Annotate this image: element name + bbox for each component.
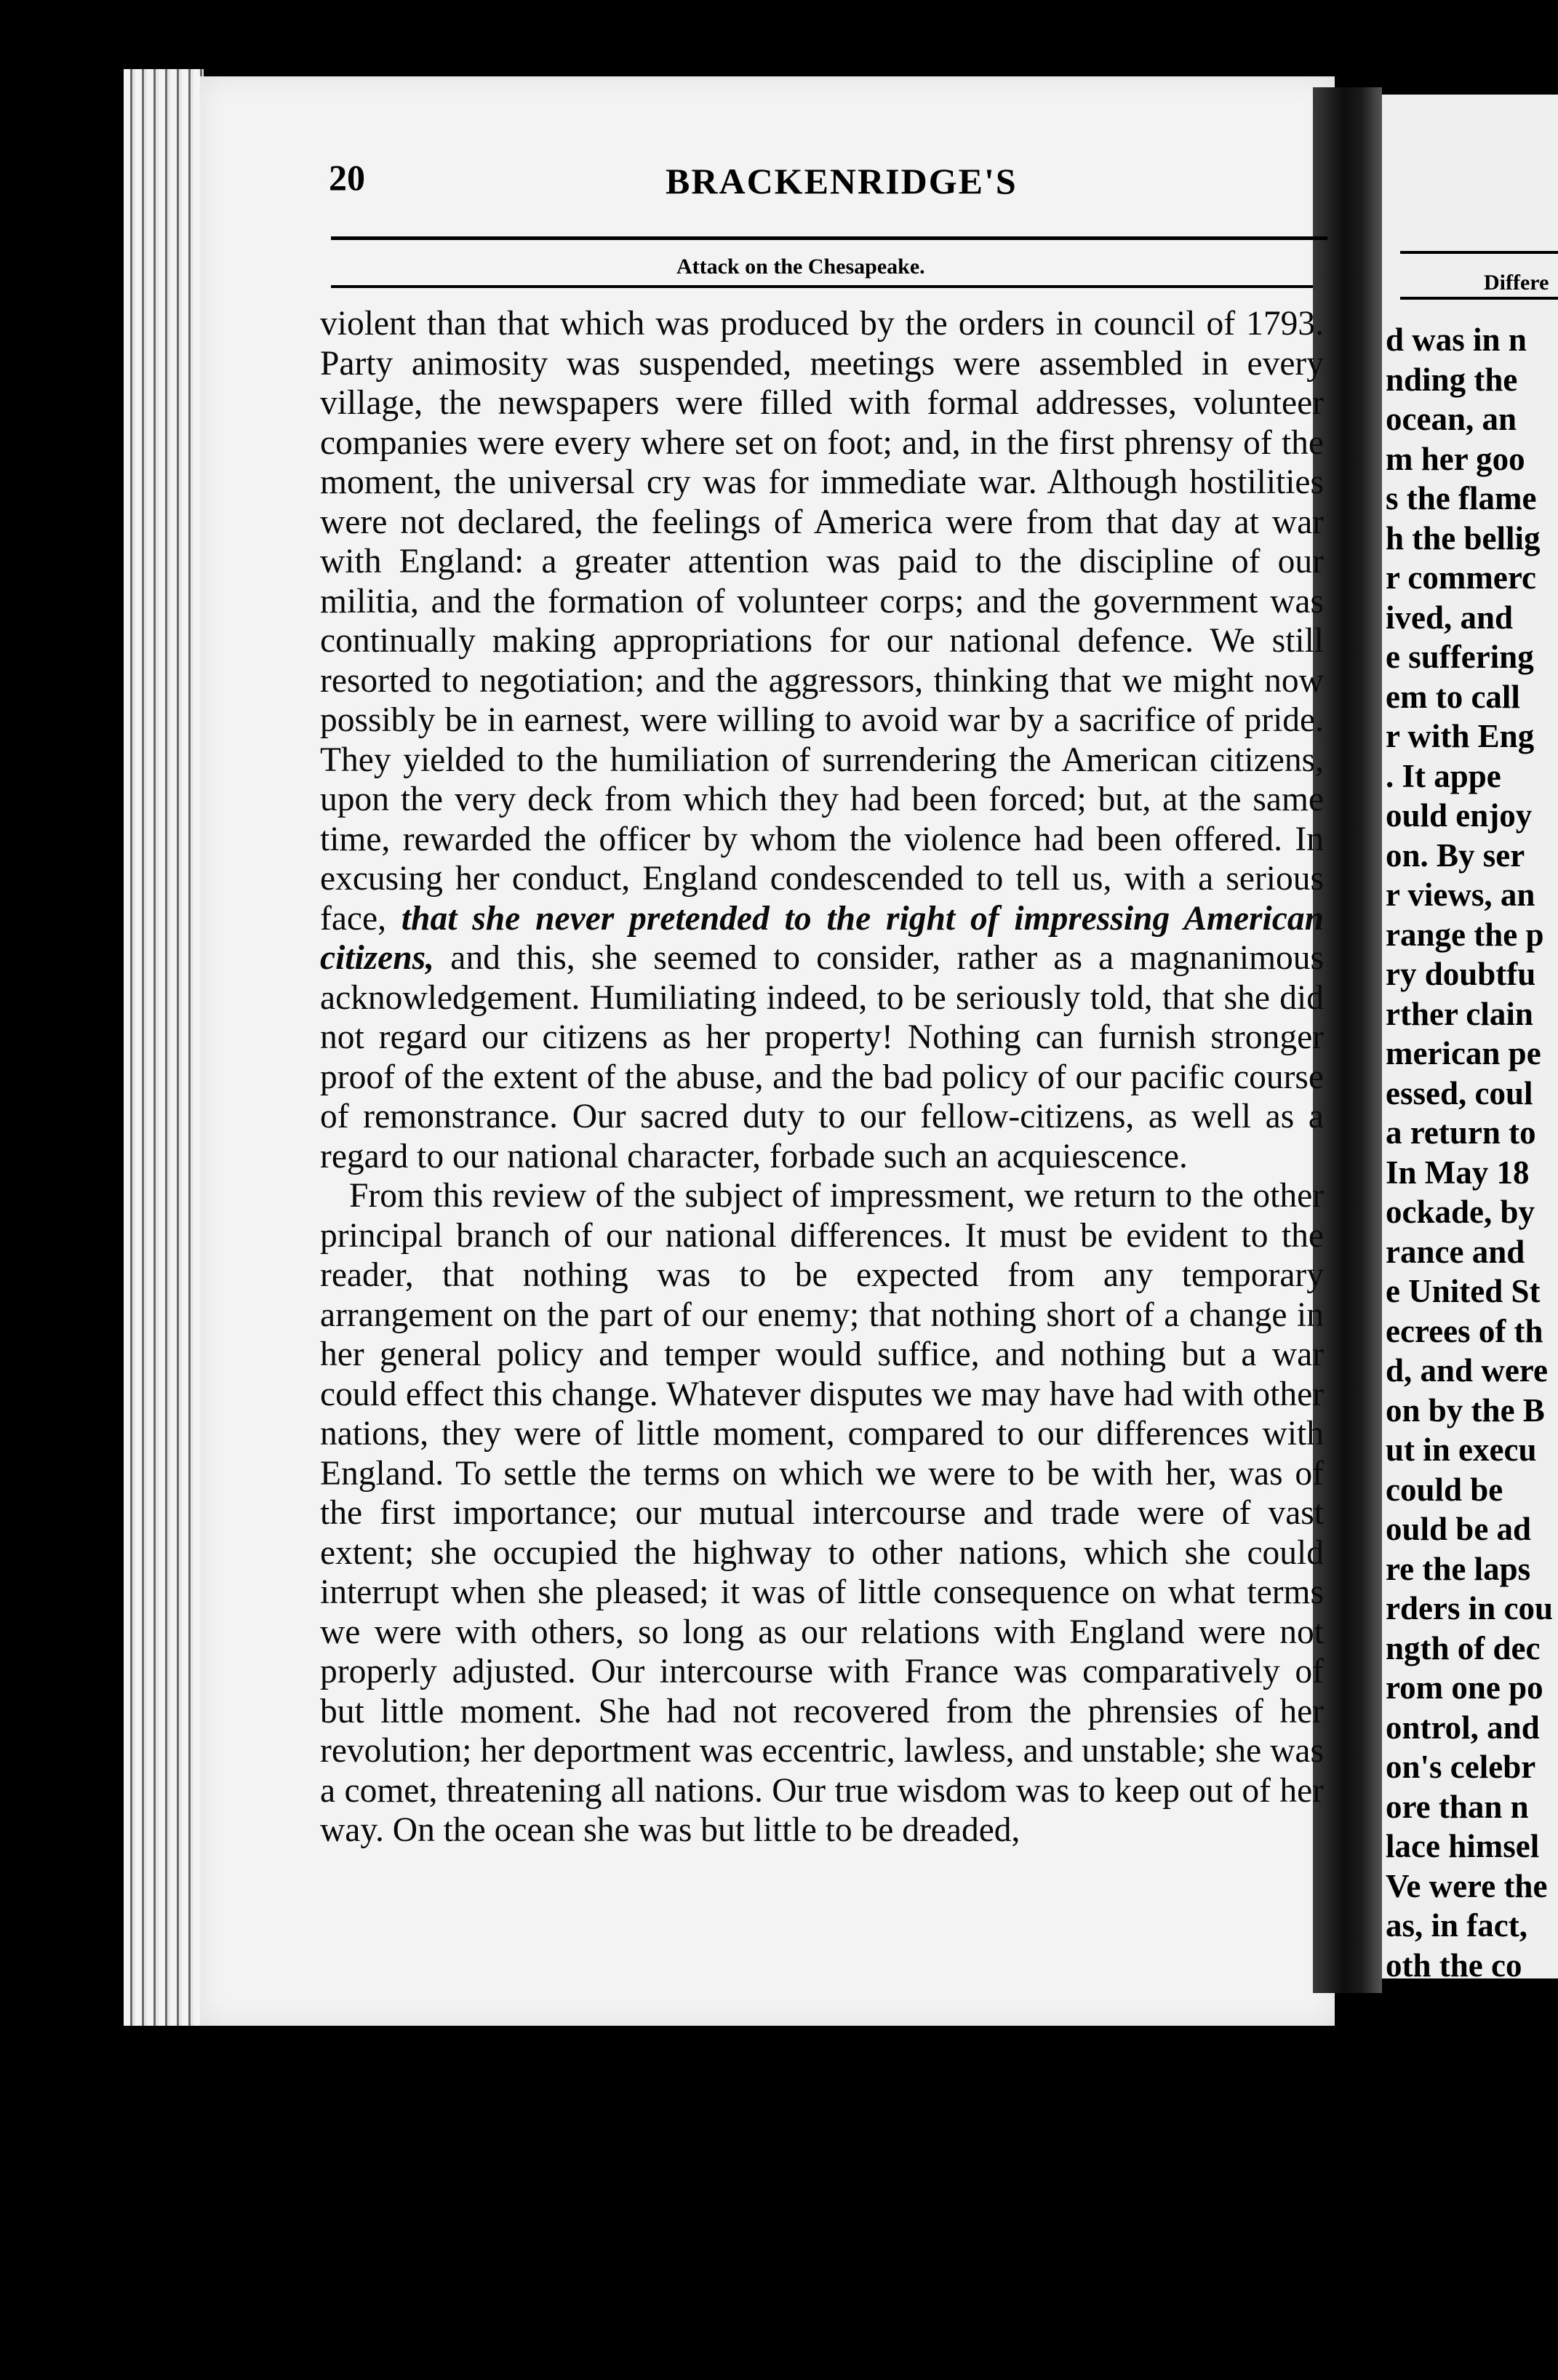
facing-line: ut in execu	[1386, 1431, 1537, 1468]
facing-line: e suffering	[1386, 639, 1534, 675]
facing-header-rule	[1400, 251, 1558, 254]
facing-line: ould enjoy	[1386, 797, 1533, 834]
facing-line: r commerc	[1386, 559, 1536, 596]
facing-line: ered it imp	[1386, 2026, 1538, 2063]
facing-line: on. By ser	[1386, 836, 1525, 874]
page-stack-edges	[124, 69, 204, 2026]
facing-section-head: Differe	[1484, 271, 1549, 295]
facing-line: rther clain	[1386, 995, 1533, 1032]
facing-line: d was in n	[1386, 322, 1527, 358]
page-number: 20	[329, 157, 365, 198]
facing-line: ion. The l	[1386, 2066, 1517, 2102]
section-rule	[331, 285, 1313, 288]
text-run: violent than that which was produced by the orders in council of 1793. Party animosity was suspended, meetings were assembled in every village, the newspapers were filled with formal addresses, volunteer companies were every where set on foot; and, in the first phrensy of the moment, the universal cry was for immediate war. Although hostilities were not declared, the feelings of America were from that day at war with England: a greater attention was paid to the discipline of our militia, and the formation of volunteer corps; and the government was continually making appropriations for our national defence. We still resorted to negotiation; and the aggressors, thinking that we might now possibly be in earnest, were willing to avoid war by a sacrifice of pride. They yielded to the humiliation of surrendering the American citizens, upon the very deck from which they had been forced; but, at the same time, rewarded the officer by whom the violence had been offered. In excusing her conduct, England condescended to tell us, with a serious face,	[320, 305, 1324, 938]
facing-line: r views, an	[1386, 876, 1535, 913]
facing-line: oth the co	[1386, 1946, 1522, 1984]
facing-line: ockade, by	[1386, 1194, 1535, 1230]
paragraph	[320, 304, 1324, 1176]
facing-line: s the flame	[1386, 480, 1537, 516]
facing-line: h the bellig	[1386, 519, 1541, 556]
italic-phrase: that she never pretended to the right of impressing American citizens,	[320, 899, 1324, 977]
facing-line: In May 18	[1386, 1154, 1530, 1191]
facing-line: rance and	[1386, 1233, 1525, 1270]
facing-line: ted, inasmu	[1386, 1986, 1548, 2023]
facing-line: rom one po	[1386, 1669, 1543, 1706]
facing-section-rule	[1400, 297, 1558, 300]
facing-line: essed, coul	[1386, 1074, 1533, 1111]
facing-page-text	[1386, 320, 1558, 2104]
body-text	[320, 304, 1324, 1850]
facing-line: em to call	[1386, 678, 1520, 715]
facing-line: could be	[1386, 1471, 1503, 1508]
facing-line: on's celebr	[1386, 1749, 1536, 1785]
text-run: From this review of the subject of impressment, we return to the other principal branch of our national differences. It must be evident to the reader, that nothing was to be expected from any temporary arrangement on the part of our enemy; that nothing short of a change in her general policy and temper would suffice, and nothing but a war could effect this change. Whatever disputes we may have had with other nations, they were of little moment, compared to our differences with England. To settle the terms on which we were to be with her, was of the first importance; our mutual intercourse and trade were of vast extent; she occupied the highway to other nations, which she could interrupt when she pleased; it was of little consequence on what terms we were with others, so long as our relations with England were not properly adjusted. Our intercourse with France was comparatively of but little moment. She had not recovered from the phrensies of her revolution; her deportment was eccentric, lawless, and unstable; she was a comet, threatening all nations. Our true wisdom was to keep out of her way. On the ocean she was but little to be dreaded,	[320, 1177, 1324, 1849]
section-head: Attack on the Chesapeake.	[676, 255, 925, 279]
facing-line: rders in cou	[1386, 1590, 1553, 1626]
facing-line: ould be ad	[1386, 1511, 1532, 1547]
facing-line: ocean, an	[1386, 401, 1517, 437]
facing-line: e United St	[1386, 1273, 1541, 1309]
facing-line: ry doubtfu	[1386, 956, 1536, 992]
facing-line: ore than n	[1386, 1788, 1529, 1825]
facing-line: r with Eng	[1386, 718, 1535, 754]
facing-line: on by the B	[1386, 1391, 1545, 1429]
facing-line: d, and were	[1386, 1352, 1548, 1389]
facing-line: a return to	[1386, 1114, 1536, 1151]
facing-line: as, in fact,	[1386, 1907, 1527, 1944]
facing-line: ngth of dec	[1386, 1629, 1541, 1666]
facing-line: nding the	[1386, 361, 1518, 398]
facing-line: m her goo	[1386, 440, 1525, 477]
text-run: and this, she seemed to consider, rather as a magnanimous acknowledgement. Humiliating indeed, to be seriously told, that she did not regard our citizens as her property! Nothing can furnish stronger proof of the extent of the abuse, and the bad policy of our pacific course of remonstrance. Our sacred duty to our fellow-citizens, as well as a regard to our national character, forbade such an acquiescence.	[320, 939, 1324, 1175]
facing-line: ontrol, and	[1386, 1709, 1540, 1746]
facing-line: lace himsel	[1386, 1828, 1540, 1864]
running-head: BRACKENRIDGE'S	[666, 161, 1018, 201]
paragraph	[320, 1176, 1324, 1850]
facing-line: merican pe	[1386, 1035, 1541, 1071]
facing-line: Ve were the	[1386, 1867, 1548, 1904]
facing-line: ecrees of th	[1386, 1312, 1543, 1349]
facing-line: ived, and	[1386, 599, 1514, 636]
facing-line: . It appe	[1386, 757, 1501, 794]
facing-line: re the laps	[1386, 1550, 1531, 1587]
facing-line: range the p	[1386, 916, 1544, 953]
header-rule	[331, 236, 1327, 240]
